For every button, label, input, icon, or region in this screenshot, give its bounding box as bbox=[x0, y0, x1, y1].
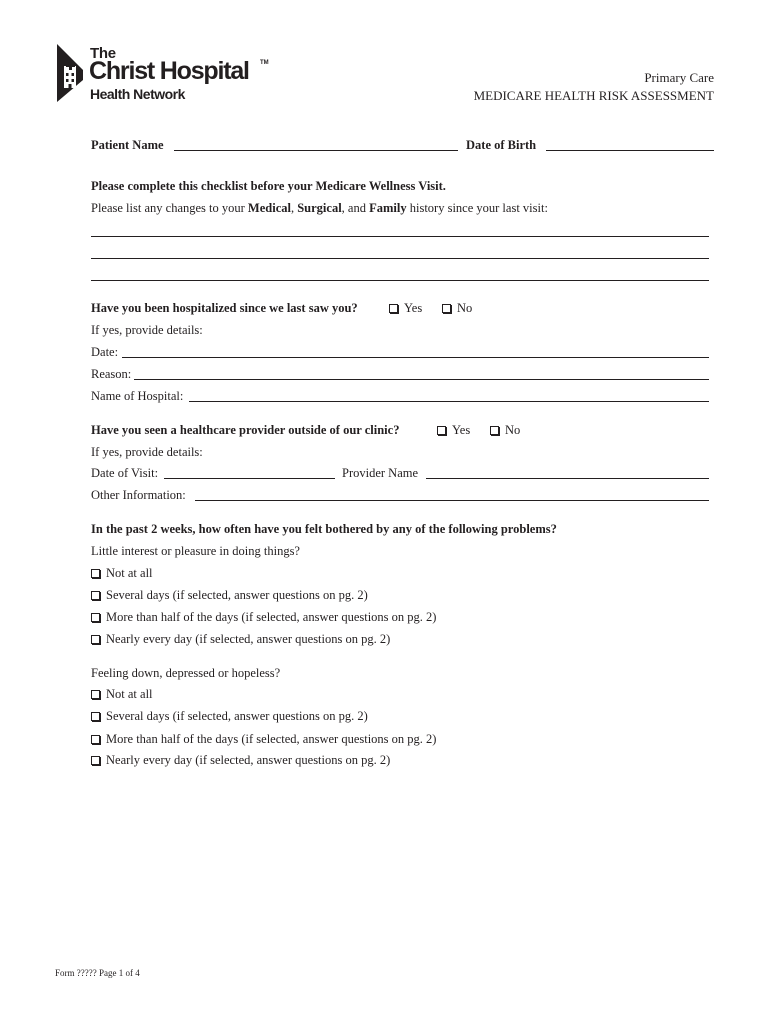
logo-line-network: Health Network bbox=[90, 86, 185, 102]
outside-provider-yes-option[interactable] bbox=[437, 422, 470, 438]
patient-name-field[interactable] bbox=[174, 150, 458, 151]
history-line-2[interactable] bbox=[91, 258, 709, 259]
hospitalized-no-label: No bbox=[457, 301, 473, 315]
history-line-1[interactable] bbox=[91, 236, 709, 237]
hospital-name-field[interactable] bbox=[189, 401, 709, 402]
q2-option-label: Several days (if selected, answer questions on pg. 2) bbox=[106, 709, 368, 723]
q1-option-label: Several days (if selected, answer questions on pg. 2) bbox=[106, 588, 368, 602]
dob-field[interactable] bbox=[546, 150, 714, 151]
outside-provider-question: Have you seen a healthcare provider outside of our clinic? bbox=[91, 423, 400, 437]
hospitalized-date-field[interactable] bbox=[122, 357, 709, 358]
history-surgical: Surgical bbox=[297, 201, 342, 215]
outside-provider-no-label: No bbox=[505, 423, 521, 437]
hospitalized-no-checkbox[interactable] bbox=[442, 304, 451, 313]
hospitalized-question-row bbox=[91, 300, 358, 316]
history-medical: Medical bbox=[247, 201, 291, 215]
hospitalized-yes-label: Yes bbox=[404, 301, 423, 315]
history-suffix: history since your last visit: bbox=[406, 201, 548, 215]
logo-trademark: TM bbox=[260, 60, 269, 66]
history-instruction bbox=[91, 200, 548, 216]
outside-provider-no-option[interactable] bbox=[490, 422, 520, 438]
q1-checkbox-2[interactable] bbox=[91, 591, 100, 600]
phq-question: In the past 2 weeks, how often have you felt bothered by any of the following problems? bbox=[91, 522, 557, 536]
page-footer: Form ????? Page 1 of 4 bbox=[55, 968, 140, 978]
visit-date-label: Date of Visit: bbox=[91, 466, 159, 480]
history-family: Family bbox=[369, 201, 407, 215]
instruction-text: Please complete this checklist before your Medicare Wellness Visit. bbox=[91, 179, 446, 193]
q1-option-nearly-every-day[interactable] bbox=[91, 631, 390, 647]
q1-option-more-than-half[interactable] bbox=[91, 609, 436, 625]
outside-provider-yes-checkbox[interactable] bbox=[437, 426, 446, 435]
history-prefix: Please list any changes to your bbox=[91, 201, 248, 215]
outside-provider-no-checkbox[interactable] bbox=[490, 426, 499, 435]
q1-checkbox-1[interactable] bbox=[91, 569, 100, 578]
outside-provider-yes-label: Yes bbox=[452, 423, 471, 437]
logo-line-the: The bbox=[90, 45, 116, 62]
history-sep-2: , and bbox=[341, 201, 370, 215]
logo-line-name: Christ Hospital bbox=[89, 57, 249, 85]
q2-option-label: Not at all bbox=[106, 687, 153, 701]
form-title: MEDICARE HEALTH RISK ASSESSMENT bbox=[473, 88, 714, 103]
q2-option-not-at-all[interactable] bbox=[91, 686, 153, 702]
q1-checkbox-3[interactable] bbox=[91, 613, 100, 622]
provider-name-field[interactable] bbox=[426, 478, 709, 479]
hospitalized-date-label: Date: bbox=[91, 345, 119, 359]
history-line-3[interactable] bbox=[91, 280, 709, 281]
q2-checkbox-4[interactable] bbox=[91, 756, 100, 765]
q2-option-label: More than half of the days (if selected, answer questions on pg. 2) bbox=[106, 732, 437, 746]
other-info-field[interactable] bbox=[195, 500, 709, 501]
q2-option-nearly-every-day[interactable] bbox=[91, 752, 390, 768]
q1-checkbox-4[interactable] bbox=[91, 635, 100, 644]
q1-option-label: Not at all bbox=[106, 566, 153, 580]
hospitalized-reason-field[interactable] bbox=[134, 379, 709, 380]
department-label: Primary Care bbox=[644, 70, 714, 85]
dob-label: Date of Birth bbox=[466, 138, 537, 152]
hospitalized-reason-label: Reason: bbox=[91, 367, 132, 381]
q1-option-label: Nearly every day (if selected, answer questions on pg. 2) bbox=[106, 632, 391, 646]
hospital-building-icon bbox=[57, 44, 83, 102]
q2-checkbox-2[interactable] bbox=[91, 712, 100, 721]
hospitalized-question: Have you been hospitalized since we last saw you? bbox=[91, 301, 358, 315]
q2-option-several-days[interactable] bbox=[91, 708, 368, 724]
hospitalized-yes-option[interactable] bbox=[389, 300, 422, 316]
q1-option-not-at-all[interactable] bbox=[91, 565, 153, 581]
hospitalized-details-prompt: If yes, provide details: bbox=[91, 323, 203, 337]
q2-checkbox-3[interactable] bbox=[91, 735, 100, 744]
provider-name-label: Provider Name bbox=[342, 466, 419, 480]
other-info-label: Other Information: bbox=[91, 488, 186, 502]
q1-option-label: More than half of the days (if selected, answer questions on pg. 2) bbox=[106, 610, 437, 624]
phq-q2: Feeling down, depressed or hopeless? bbox=[91, 666, 281, 680]
outside-provider-details-prompt: If yes, provide details: bbox=[91, 445, 203, 459]
q2-option-label: Nearly every day (if selected, answer questions on pg. 2) bbox=[106, 753, 391, 767]
phq-q1: Little interest or pleasure in doing things? bbox=[91, 544, 300, 558]
hospitalized-no-option[interactable] bbox=[442, 300, 472, 316]
christ-hospital-logo bbox=[57, 44, 272, 102]
history-sep-1: , bbox=[290, 201, 298, 215]
hospital-name-label: Name of Hospital: bbox=[91, 389, 184, 403]
hospitalized-yes-checkbox[interactable] bbox=[389, 304, 398, 313]
q2-option-more-than-half[interactable] bbox=[91, 731, 436, 747]
visit-date-field[interactable] bbox=[164, 478, 335, 479]
q2-checkbox-1[interactable] bbox=[91, 690, 100, 699]
patient-name-label: Patient Name bbox=[91, 138, 164, 152]
q1-option-several-days[interactable] bbox=[91, 587, 368, 603]
